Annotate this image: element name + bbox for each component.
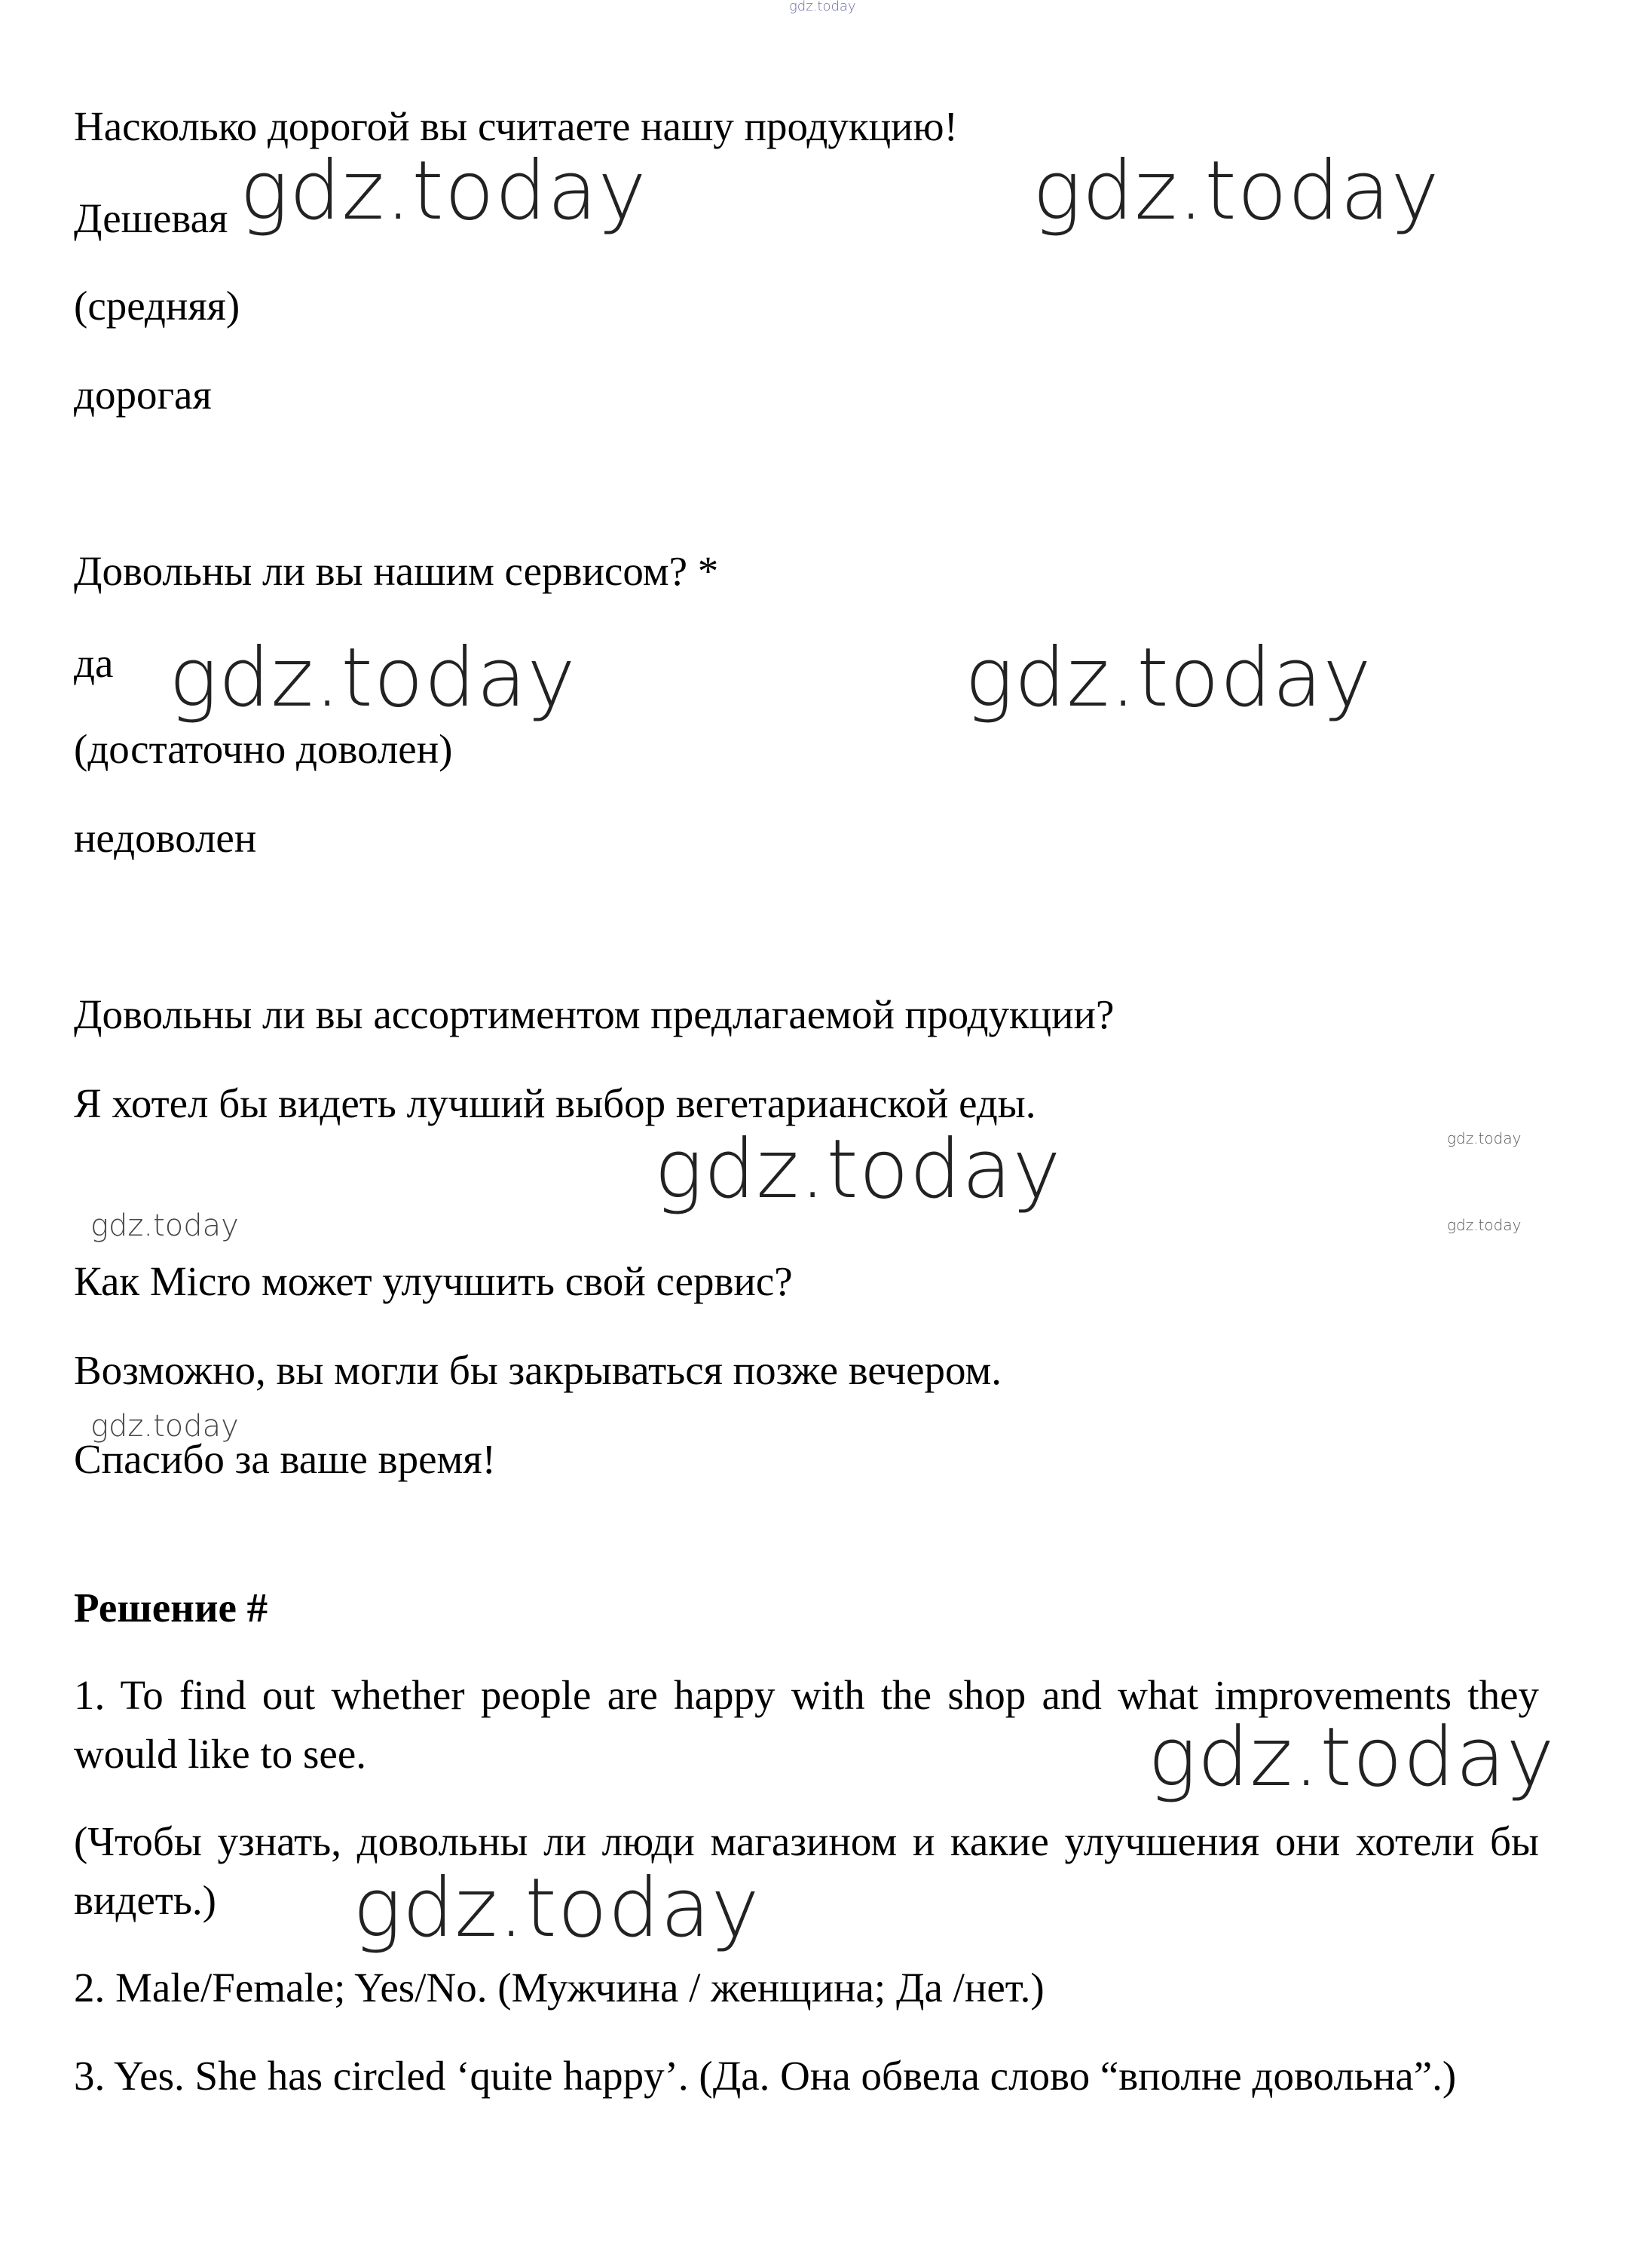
question-price: Насколько дорогой вы считаете нашу продукцию!	[74, 103, 958, 149]
question-improve: Как Micro может улучшить свой сервис?	[74, 1258, 793, 1304]
option-expensive: дорогая	[74, 372, 212, 418]
option-cheap: Дешевая	[74, 195, 228, 241]
watermark-text: gdz.today	[90, 1409, 239, 1444]
option-medium: (средняя)	[74, 283, 240, 329]
solution-heading: Решение #	[74, 1585, 268, 1631]
watermark-text: gdz.today	[789, 0, 856, 14]
watermark-text: gdz.today	[654, 1122, 1062, 1217]
answer-1-translation: (Чтобы узнать, довольны ли люди магазином и какие улучшения они хотели бы видеть.)	[74, 1818, 1539, 1923]
option-yes: да	[74, 640, 114, 686]
answer-3: 3. Yes. She has circled ‘quite happy’. (Да. Она обвела слово “вполне довольна”.)	[74, 2053, 1457, 2099]
watermark-text: gdz.today	[353, 1861, 760, 1955]
watermark-text: gdz.today	[1032, 144, 1440, 238]
question-range: Довольны ли вы ассортиментом предлагаемой продукции?	[74, 991, 1115, 1037]
question-service: Довольны ли вы нашим сервисом? *	[74, 548, 719, 594]
watermark-text: gdz.today	[90, 1208, 239, 1243]
watermark-text: gdz.today	[965, 631, 1372, 725]
watermark-text: gdz.today	[169, 631, 577, 725]
answer-range: Я хотел бы видеть лучший выбор вегетарианской еды.	[74, 1080, 1036, 1126]
answer-improve: Возможно, вы могли бы закрываться позже вечером.	[74, 1347, 1002, 1393]
thanks-text: Спасибо за ваше время!	[74, 1436, 496, 1482]
watermark-text: gdz.today	[240, 144, 647, 238]
answer-2: 2. Male/Female; Yes/No. (Мужчина / женщина; Да /нет.)	[74, 1965, 1045, 2011]
watermark-text: gdz.today	[1447, 1129, 1522, 1147]
option-quite-happy: (достаточно доволен)	[74, 726, 453, 772]
answer-1: 1. To find out whether people are happy with the shop and what improvements they would like to see.	[74, 1672, 1539, 1777]
watermark-text: gdz.today	[1447, 1216, 1522, 1234]
watermark-text: gdz.today	[1148, 1710, 1556, 1805]
option-unhappy: недоволен	[74, 815, 257, 861]
